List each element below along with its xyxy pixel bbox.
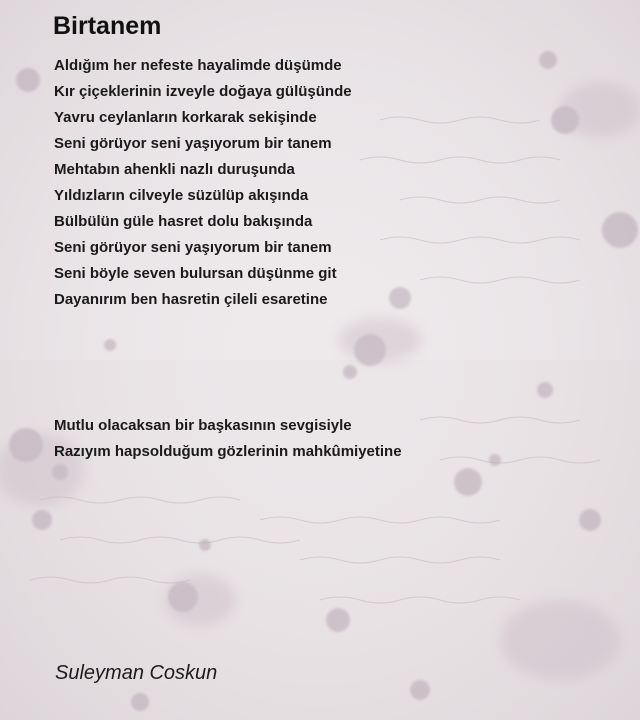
poem-line: Mutlu olacaksan bir başkasının sevgisiyle: [54, 417, 352, 434]
poem-line: Seni böyle seven bulursan düşünme git: [54, 265, 337, 282]
poem-line: Seni görüyor seni yaşıyorum bir tanem: [54, 135, 332, 152]
poem-line: Razıyım hapsolduğum gözlerinin mahkûmiyetine: [54, 443, 402, 460]
poem-author: Suleyman Coskun: [55, 662, 218, 684]
poem-line: Bülbülün güle hasret dolu bakışında: [54, 213, 313, 230]
stanza-2: [54, 413, 402, 465]
poem-line: Yavru ceylanların korkarak sekişinde: [54, 109, 317, 126]
poem-line: Dayanırım ben hasretin çileli esaretine: [54, 291, 328, 308]
poem-line: Kır çiçeklerinin izveyle doğaya gülüşünde: [54, 83, 352, 100]
poem-line: Seni görüyor seni yaşıyorum bir tanem: [54, 239, 332, 256]
poem-line: Mehtabın ahenkli nazlı duruşunda: [54, 161, 295, 178]
poem-line: Aldığım her nefeste hayalimde düşümde: [54, 57, 342, 74]
poem-title: Birtanem: [53, 12, 162, 40]
stanza-1: [54, 53, 352, 313]
poem-line: Yıldızların cilveyle süzülüp akışında: [54, 187, 309, 204]
